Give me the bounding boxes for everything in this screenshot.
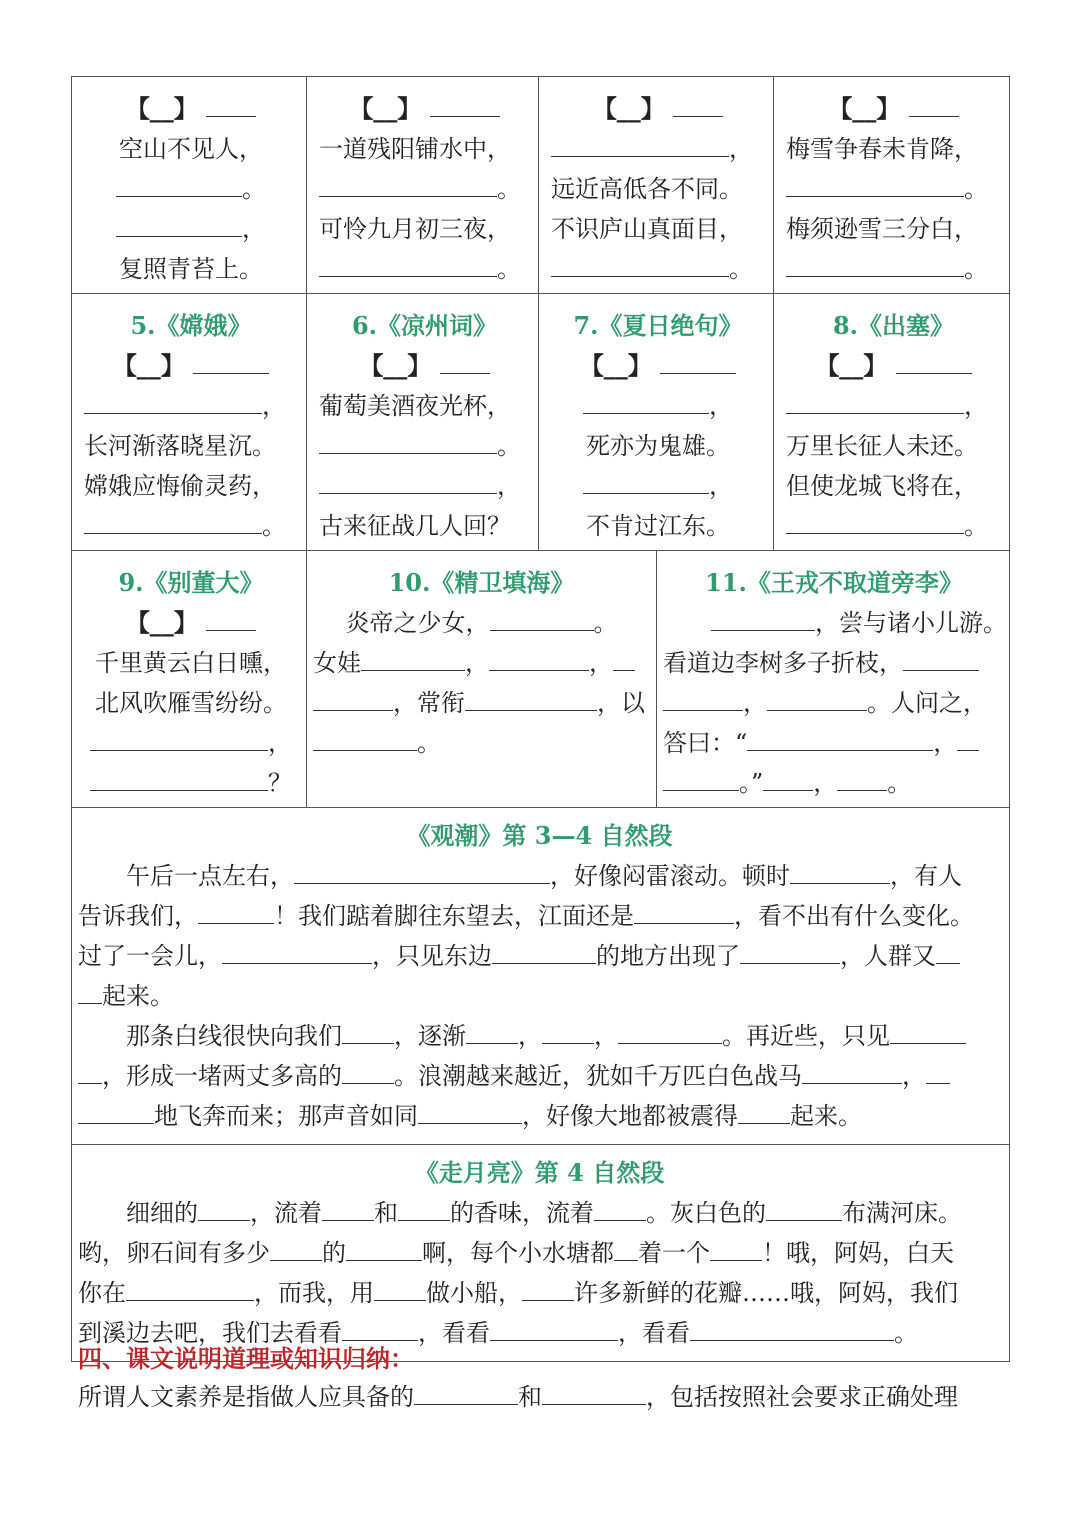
blank[interactable] bbox=[711, 606, 815, 631]
blank[interactable] bbox=[90, 766, 268, 791]
poem-cell-7 bbox=[539, 294, 774, 551]
poem-cell-6 bbox=[307, 294, 539, 551]
blank[interactable] bbox=[313, 686, 393, 711]
blank[interactable] bbox=[319, 469, 497, 494]
text: ，尝与诸小儿游。 bbox=[815, 609, 1007, 637]
passage-title: 《走月亮》第 4 自然段 bbox=[414, 1158, 665, 1187]
blank[interactable] bbox=[618, 1019, 722, 1044]
passage-title: 11.《王戎不取道旁李》 bbox=[705, 568, 963, 597]
blank[interactable] bbox=[342, 1316, 418, 1341]
punct: ， bbox=[709, 392, 733, 420]
blank[interactable] bbox=[78, 1099, 154, 1124]
text: ，看看 bbox=[618, 1319, 690, 1347]
blank[interactable] bbox=[957, 726, 979, 751]
blank[interactable] bbox=[542, 1019, 594, 1044]
blank[interactable] bbox=[346, 1236, 422, 1261]
blank[interactable] bbox=[747, 726, 933, 751]
blank[interactable] bbox=[116, 172, 242, 197]
answer-bracket[interactable]: 【__】 bbox=[815, 351, 888, 380]
punct: ， bbox=[589, 649, 613, 677]
punct: 。 bbox=[964, 255, 988, 283]
punct: ？ bbox=[268, 769, 292, 797]
text: ，看不出有什么变化。 bbox=[734, 902, 974, 930]
blank[interactable] bbox=[909, 92, 959, 117]
blank[interactable] bbox=[313, 726, 417, 751]
text: 的 bbox=[322, 1239, 346, 1267]
verse: 可怜九月初三夜， bbox=[319, 215, 511, 243]
poem-cell-2 bbox=[307, 77, 539, 294]
blank[interactable] bbox=[802, 1059, 902, 1084]
blank[interactable] bbox=[206, 606, 256, 631]
blank[interactable] bbox=[418, 1099, 522, 1124]
verse: 不识庐山真面目， bbox=[551, 215, 743, 243]
blank[interactable] bbox=[673, 92, 723, 117]
blank[interactable] bbox=[594, 1196, 646, 1221]
text: ，人群又 bbox=[840, 942, 936, 970]
blank[interactable] bbox=[710, 1236, 762, 1261]
text: 看道边李树多子折枝， bbox=[663, 649, 903, 677]
blank[interactable] bbox=[126, 1276, 254, 1301]
blank[interactable] bbox=[78, 979, 102, 1004]
blank[interactable] bbox=[319, 172, 497, 197]
blank[interactable] bbox=[837, 766, 887, 791]
blank[interactable] bbox=[663, 766, 739, 791]
verse: 但使龙城飞将在， bbox=[786, 472, 978, 500]
blank[interactable] bbox=[322, 1196, 374, 1221]
poem-title: 8.《出塞》 bbox=[832, 311, 955, 340]
verse: 梅雪争春未肯降， bbox=[786, 135, 978, 163]
punct: ， bbox=[242, 215, 266, 243]
text: 啊，每个小水塘都 bbox=[422, 1239, 614, 1267]
blank[interactable] bbox=[738, 1099, 790, 1124]
zouyueliang-cell bbox=[72, 1145, 1010, 1362]
text: ，好像闷雷滚动。顿时 bbox=[550, 862, 790, 890]
text: ！我们踮着脚往东望去，江面还是 bbox=[274, 902, 634, 930]
text: 细细的 bbox=[126, 1199, 198, 1227]
text: 许多新鲜的花瓣……哦，阿妈，我们 bbox=[574, 1279, 958, 1307]
punct: 。 bbox=[964, 175, 988, 203]
punct: 。 bbox=[964, 512, 988, 540]
verse: 死亦为鬼雄。 bbox=[586, 432, 730, 460]
poem-cell-4 bbox=[774, 77, 1010, 294]
verse: 北风吹雁雪纷纷。 bbox=[95, 689, 287, 717]
blank[interactable] bbox=[896, 349, 972, 374]
section-4 bbox=[78, 1340, 958, 1416]
blank[interactable] bbox=[660, 349, 736, 374]
passage-cell-10 bbox=[307, 551, 657, 808]
text: 和 bbox=[518, 1383, 542, 1411]
blank[interactable] bbox=[294, 859, 550, 884]
text: ，包括按照社会要求正确处理 bbox=[646, 1383, 958, 1411]
blank[interactable] bbox=[786, 252, 964, 277]
punct: ， bbox=[594, 1022, 618, 1050]
answer-bracket[interactable]: 【__】 bbox=[592, 94, 665, 123]
blank[interactable] bbox=[790, 859, 890, 884]
punct: 。 bbox=[497, 175, 521, 203]
poem-cell-3 bbox=[539, 77, 774, 294]
punct: 。 bbox=[729, 255, 753, 283]
text: 那条白线很快向我们 bbox=[126, 1022, 342, 1050]
verse: 千里黄云白日曛， bbox=[95, 649, 287, 677]
text: 和 bbox=[374, 1199, 398, 1227]
blank[interactable] bbox=[614, 1236, 638, 1261]
blank[interactable] bbox=[613, 646, 635, 671]
blank[interactable] bbox=[222, 939, 372, 964]
text: ，逐渐 bbox=[394, 1022, 466, 1050]
blank[interactable] bbox=[465, 686, 597, 711]
punct: 。 bbox=[417, 729, 441, 757]
answer-bracket[interactable]: 【__】 bbox=[125, 94, 198, 123]
answer-bracket[interactable]: 【__】 bbox=[112, 351, 185, 380]
punct: ， bbox=[262, 392, 286, 420]
answer-bracket[interactable]: 【__】 bbox=[125, 608, 198, 637]
blank[interactable] bbox=[551, 252, 729, 277]
blank[interactable] bbox=[786, 509, 964, 534]
worksheet bbox=[71, 76, 1009, 1362]
punct: 。 bbox=[242, 175, 266, 203]
blank[interactable] bbox=[466, 1019, 518, 1044]
passage-cell-11 bbox=[657, 551, 1010, 808]
verse: 嫦娥应悔偷灵药， bbox=[84, 472, 276, 500]
guanchao-cell bbox=[72, 808, 1010, 1145]
punct: 。” bbox=[739, 769, 764, 797]
punct: ， bbox=[497, 472, 521, 500]
blank[interactable] bbox=[490, 606, 594, 631]
blank[interactable] bbox=[936, 939, 960, 964]
passage-title: 10.《精卫填海》 bbox=[388, 568, 575, 597]
blank[interactable] bbox=[663, 686, 743, 711]
blank[interactable] bbox=[342, 1059, 394, 1084]
blank[interactable] bbox=[767, 686, 867, 711]
blank[interactable] bbox=[116, 212, 242, 237]
punct: ， bbox=[518, 1022, 542, 1050]
punct: ， bbox=[902, 1062, 926, 1090]
text: 布满河床。 bbox=[842, 1199, 962, 1227]
punct: ， bbox=[743, 689, 767, 717]
poem-grid bbox=[71, 76, 1010, 1362]
answer-bracket[interactable]: 【__】 bbox=[359, 351, 432, 380]
blank[interactable] bbox=[342, 1019, 394, 1044]
blank[interactable] bbox=[78, 1059, 102, 1084]
text: 午后一点左右， bbox=[126, 862, 294, 890]
blank[interactable] bbox=[198, 899, 274, 924]
blank[interactable] bbox=[430, 92, 500, 117]
text: 。再近些，只见 bbox=[722, 1022, 890, 1050]
blank[interactable] bbox=[583, 389, 709, 414]
blank[interactable] bbox=[926, 1059, 950, 1084]
punct: 。 bbox=[894, 1319, 918, 1347]
blank[interactable] bbox=[398, 1196, 450, 1221]
blank[interactable] bbox=[84, 389, 262, 414]
blank[interactable] bbox=[763, 766, 813, 791]
blank[interactable] bbox=[198, 1196, 250, 1221]
text: 地飞奔而来；那声音如同 bbox=[154, 1102, 418, 1130]
verse: 远近高低各不同。 bbox=[551, 175, 743, 203]
blank[interactable] bbox=[492, 939, 596, 964]
verse: 长河渐落晓星沉。 bbox=[84, 432, 276, 460]
punct: 。 bbox=[497, 432, 521, 460]
text: 哟，卵石间有多少 bbox=[78, 1239, 270, 1267]
text: 炎帝之少女， bbox=[345, 609, 490, 637]
blank[interactable] bbox=[361, 646, 465, 671]
text: 起来。 bbox=[790, 1102, 862, 1130]
poem-cell-5 bbox=[72, 294, 307, 551]
text: ，流着 bbox=[250, 1199, 322, 1227]
blank[interactable] bbox=[206, 92, 256, 117]
verse: 葡萄美酒夜光杯， bbox=[319, 392, 511, 420]
punct: ， bbox=[709, 472, 733, 500]
blank[interactable] bbox=[786, 172, 964, 197]
verse: 复照青苔上。 bbox=[119, 255, 263, 283]
text: 答曰：“ bbox=[663, 729, 748, 757]
blank[interactable] bbox=[490, 1316, 618, 1341]
blank[interactable] bbox=[90, 726, 268, 751]
blank[interactable] bbox=[84, 509, 262, 534]
poem-title: 7.《夏日绝句》 bbox=[573, 311, 743, 340]
text: 起来。 bbox=[102, 982, 174, 1010]
poem-title: 9.《别董大》 bbox=[118, 568, 264, 597]
punct: ， bbox=[813, 769, 838, 797]
blank[interactable] bbox=[319, 429, 497, 454]
answer-bracket[interactable]: 【__】 bbox=[579, 351, 652, 380]
text: 你在 bbox=[78, 1279, 126, 1307]
blank[interactable] bbox=[193, 349, 269, 374]
text: 到溪边去吧，我们去看看 bbox=[78, 1319, 342, 1347]
punct: ， bbox=[465, 649, 489, 677]
blank[interactable] bbox=[740, 939, 840, 964]
text: ，有人 bbox=[890, 862, 962, 890]
text: 。人问之， bbox=[867, 689, 987, 717]
answer-bracket[interactable]: 【__】 bbox=[828, 94, 901, 123]
text: 告诉我们， bbox=[78, 902, 198, 930]
text: 做小船， bbox=[426, 1279, 522, 1307]
text: 着一个 bbox=[638, 1239, 710, 1267]
blank[interactable] bbox=[522, 1276, 574, 1301]
blank[interactable] bbox=[690, 1316, 894, 1341]
blank[interactable] bbox=[634, 899, 734, 924]
blank[interactable] bbox=[440, 349, 490, 374]
poem-cell-8 bbox=[774, 294, 1010, 551]
blank[interactable] bbox=[489, 646, 589, 671]
blank[interactable] bbox=[319, 252, 497, 277]
blank[interactable] bbox=[414, 1380, 518, 1405]
verse: 一道残阳铺水中， bbox=[319, 135, 511, 163]
poem-cell-1 bbox=[72, 77, 307, 294]
verse: 梅须逊雪三分白， bbox=[786, 215, 978, 243]
verse: 古来征战几人回？ bbox=[319, 512, 511, 540]
punct: ， bbox=[729, 135, 753, 163]
text: 。浪潮越来越近，犹如千万匹白色战马 bbox=[394, 1062, 802, 1090]
text: ，以 bbox=[597, 689, 645, 717]
text: ，好像大地都被震得 bbox=[522, 1102, 738, 1130]
blank[interactable] bbox=[583, 469, 709, 494]
punct: ， bbox=[933, 729, 958, 757]
poem-cell-9 bbox=[72, 551, 307, 808]
verse: 万里长征人未还。 bbox=[786, 432, 978, 460]
text: ，只见东边 bbox=[372, 942, 492, 970]
verse: 不肯过江东。 bbox=[586, 512, 730, 540]
passage-title: 《观潮》第 3—4 自然段 bbox=[406, 821, 673, 850]
punct: ， bbox=[268, 729, 292, 757]
poem-title: 6.《凉州词》 bbox=[351, 311, 498, 340]
text: ，而我，用 bbox=[254, 1279, 374, 1307]
text: ，形成一堵两丈多高的 bbox=[102, 1062, 342, 1090]
blank[interactable] bbox=[551, 132, 729, 157]
blank[interactable] bbox=[270, 1236, 322, 1261]
text: 的香味，流着 bbox=[450, 1199, 594, 1227]
text: 过了一会儿， bbox=[78, 942, 222, 970]
answer-bracket[interactable]: 【__】 bbox=[349, 94, 422, 123]
blank[interactable] bbox=[766, 1196, 842, 1221]
text: 女娃 bbox=[313, 649, 361, 677]
blank[interactable] bbox=[890, 1019, 966, 1044]
punct: ， bbox=[964, 392, 988, 420]
verse: 空山不见人， bbox=[119, 135, 263, 163]
text: ，常衔 bbox=[393, 689, 465, 717]
text: ！哦，阿妈，白天 bbox=[762, 1239, 954, 1267]
blank[interactable] bbox=[374, 1276, 426, 1301]
text: ，看看 bbox=[418, 1319, 490, 1347]
punct: 。 bbox=[593, 609, 618, 637]
text: 的地方出现了 bbox=[596, 942, 740, 970]
poem-title: 5.《嫦娥》 bbox=[130, 311, 252, 340]
punct: 。 bbox=[497, 255, 521, 283]
blank[interactable] bbox=[542, 1380, 646, 1405]
blank[interactable] bbox=[786, 389, 964, 414]
text: 所谓人文素养是指做人应具备的 bbox=[78, 1383, 414, 1411]
blank[interactable] bbox=[903, 646, 979, 671]
punct: 。 bbox=[262, 512, 286, 540]
text: 。灰白色的 bbox=[646, 1199, 766, 1227]
punct: 。 bbox=[887, 769, 912, 797]
section-heading: 四、课文说明道理或知识归纳： bbox=[78, 1344, 414, 1373]
